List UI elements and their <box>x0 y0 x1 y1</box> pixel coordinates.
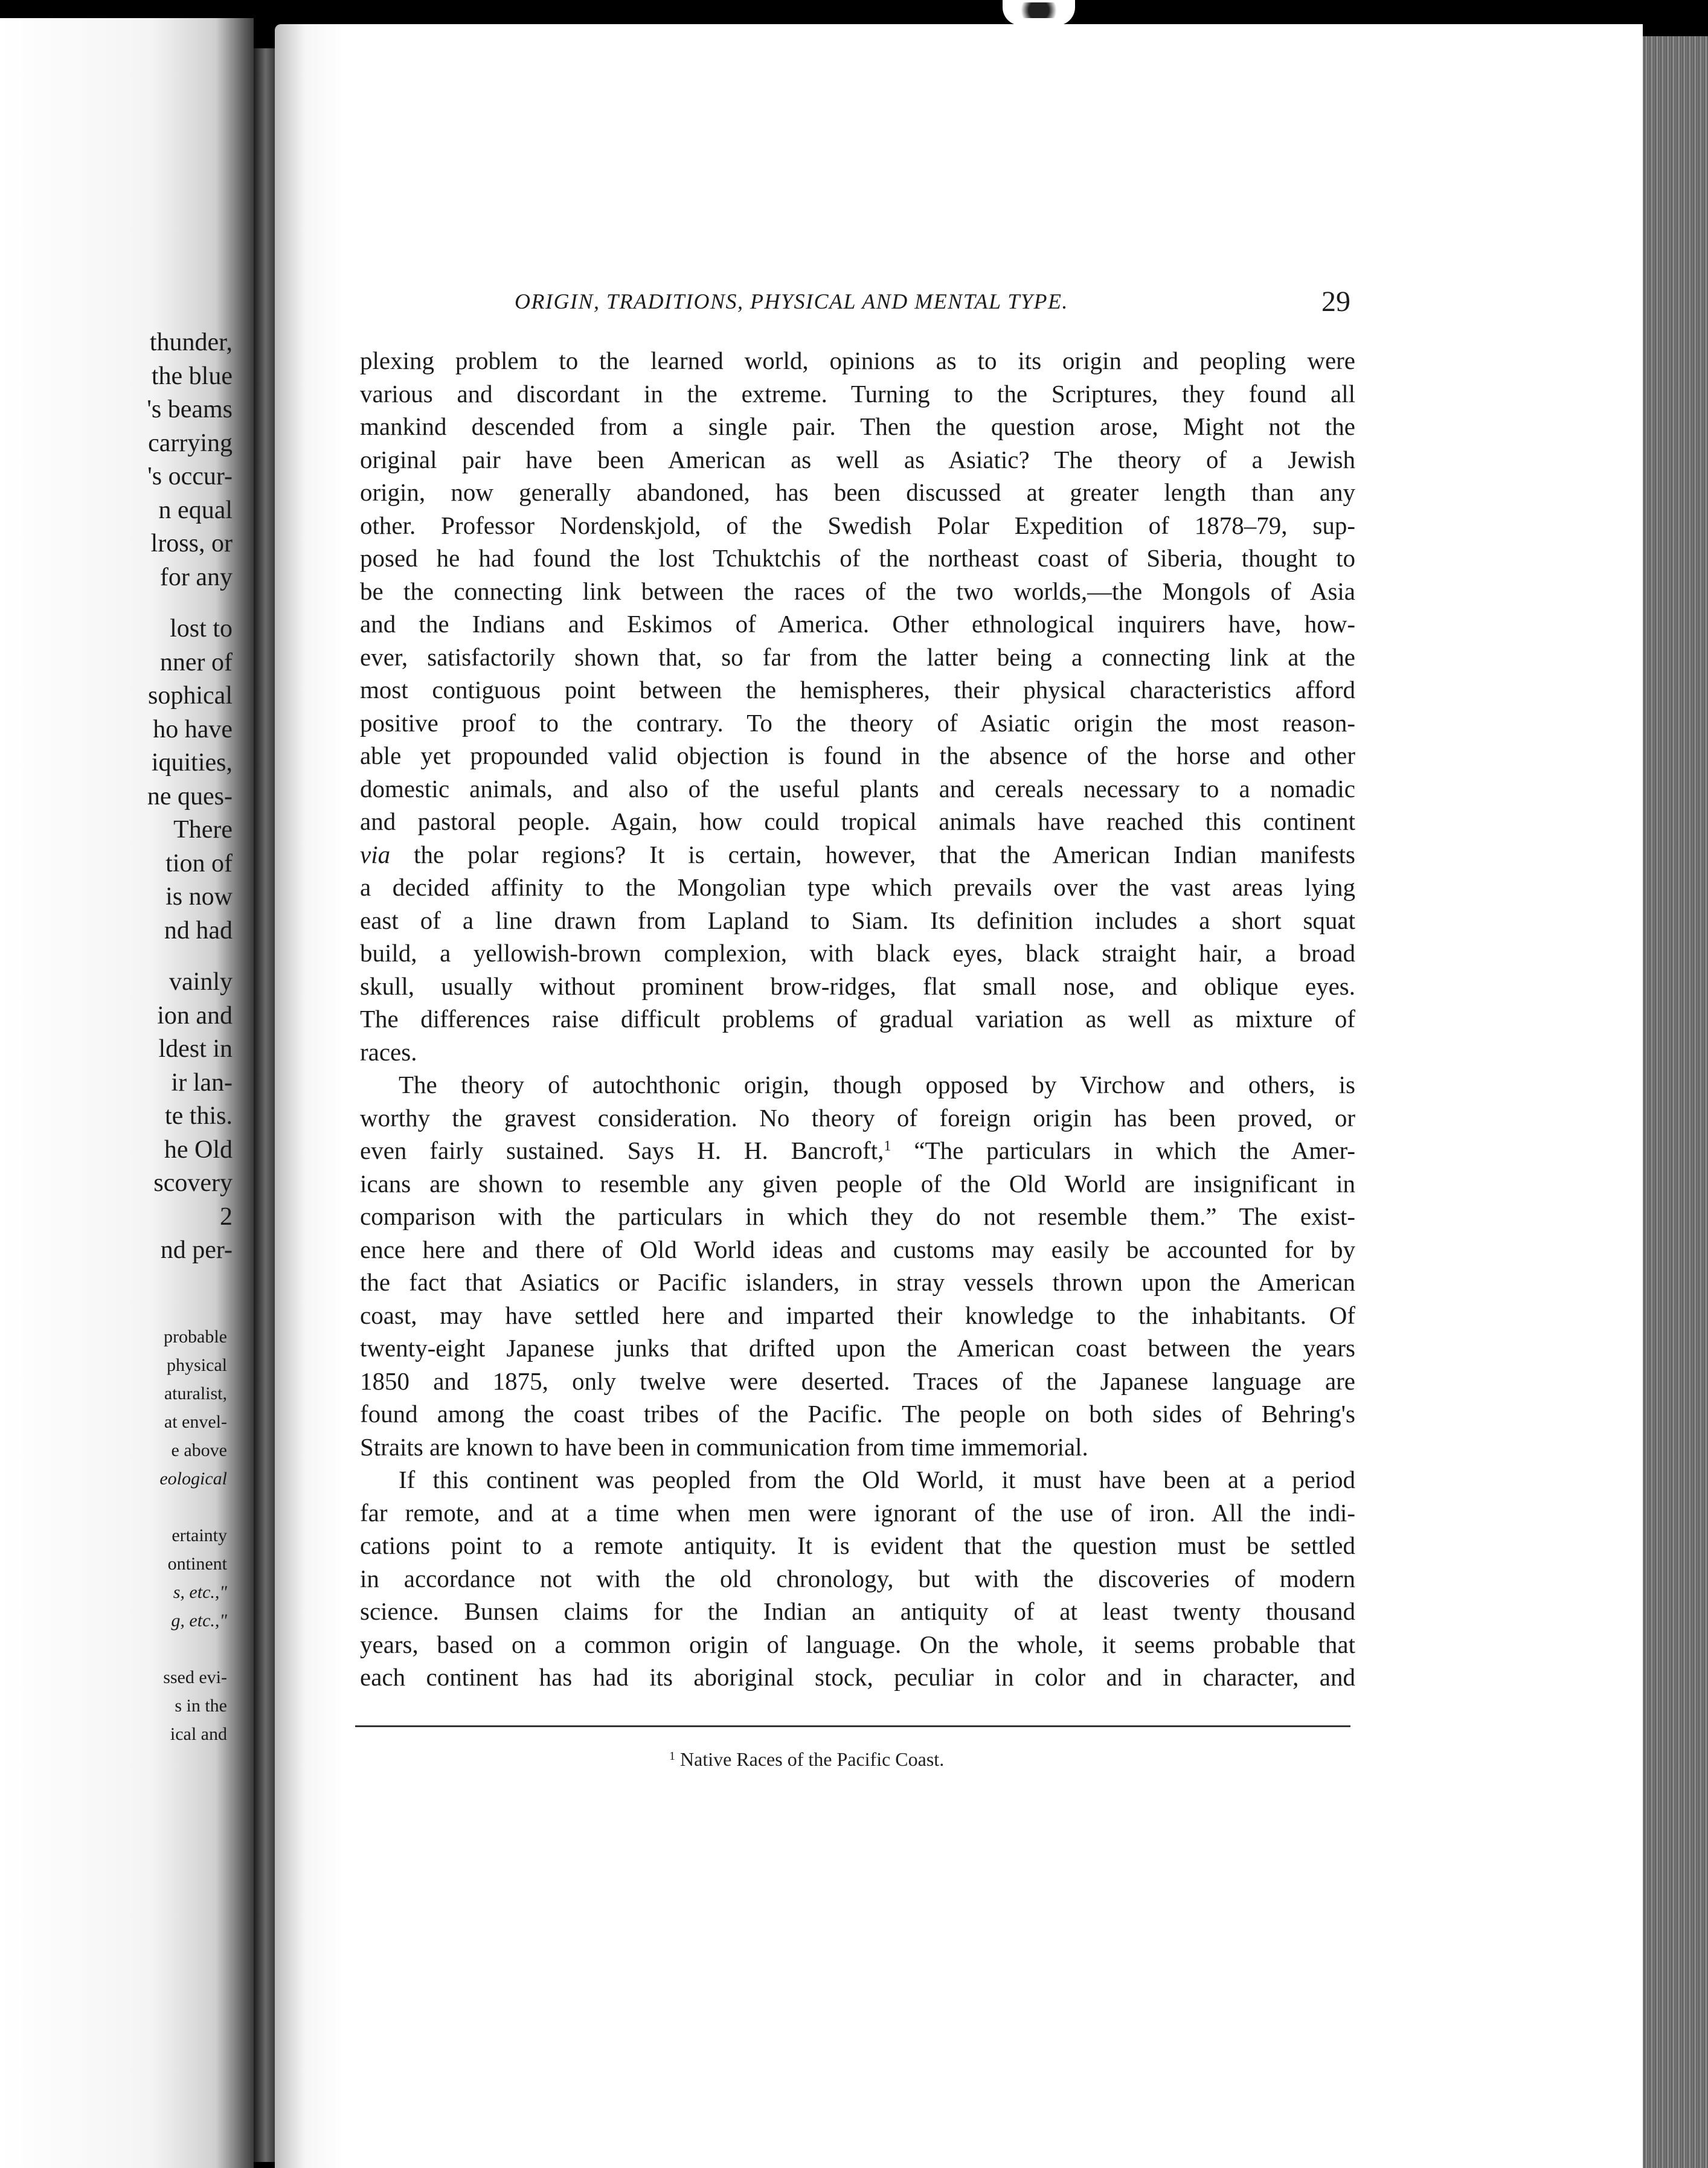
text-line: and the Indians and Eskimos of America. Other ethnological inquirers have, how- <box>360 610 1355 638</box>
text-line: races. <box>360 1037 417 1066</box>
text-line: The theory of autochthonic origin, though opposed by Virchow and others, is <box>399 1071 1355 1098</box>
text-line: build, a yellowish-brown complexion, with black eyes, black straight hair, a broad <box>360 939 1355 967</box>
text-line: ence here and there of Old World ideas and customs may easily be accounted for by <box>360 1235 1355 1263</box>
left-text-line <box>0 594 233 612</box>
left-footnote-line: aturalist, <box>164 1384 227 1403</box>
text-line: each continent has had its aboriginal stock, peculiar in color and in character, and <box>360 1663 1355 1691</box>
page-number: 29 <box>1321 286 1350 318</box>
text-line: mankind descended from a single pair. Then the question arose, Might not the <box>360 412 1355 440</box>
text-line: via the polar regions? It is certain, however, that the American Indian manifests <box>360 840 1355 868</box>
left-text-line: There <box>173 816 233 844</box>
text-line: other. Professor Nordenskjold, of the Swedish Polar Expedition of 1878–79, sup- <box>360 511 1355 539</box>
text-line: years, based on a common origin of language. On the whole, it seems probable that <box>360 1630 1355 1658</box>
footnote-text: Native Races of the Pacific Coast. <box>680 1748 945 1770</box>
left-text-line: te this. <box>165 1102 233 1130</box>
text-line: able yet propounded valid objection is found in the absence of the horse and other <box>360 742 1355 769</box>
left-footnote-line: ontinent <box>167 1554 227 1574</box>
left-text-line: ldest in <box>158 1035 233 1063</box>
left-footnote-line <box>0 1635 227 1663</box>
left-footnote-line: eological <box>159 1469 227 1489</box>
footnote-rule <box>355 1725 1350 1727</box>
text-line: plexing problem to the learned world, opinions as to its origin and peopling were <box>360 347 1355 374</box>
text-line: be the connecting link between the races of the two worlds,—the Mongols of Asia <box>360 577 1355 605</box>
left-text-line: he Old <box>164 1135 233 1164</box>
left-page-footnotes <box>0 1323 227 1748</box>
text-line: posed he had found the lost Tchuktchis of the northeast coast of Siberia, thought to <box>360 544 1355 572</box>
left-text-line: ir lan- <box>171 1068 233 1097</box>
left-text-line: n equal <box>158 496 233 524</box>
text-line: skull, usually without prominent brow-ridges, flat small nose, and oblique eyes. <box>360 972 1355 1000</box>
text-line: science. Bunsen claims for the Indian an antiquity of at least twenty thousand <box>360 1597 1355 1625</box>
text-line: comparison with the particulars in which they do not resemble them.” The exist- <box>360 1202 1355 1230</box>
left-text-line: ne ques- <box>147 782 233 810</box>
left-footnote-line: g, etc.," <box>171 1611 227 1631</box>
text-line: positive proof to the contrary. To the theory of Asiatic origin the most reason- <box>360 708 1355 737</box>
text-line: The differences raise difficult problems of gradual variation as well as mixture of <box>360 1005 1355 1033</box>
left-footnote-line <box>0 1493 227 1521</box>
left-text-line: iquities, <box>151 749 233 777</box>
text-line: cations point to a remote antiquity. It is evident that the question must be settled <box>360 1531 1355 1559</box>
left-text-line: for any <box>159 563 233 591</box>
book-gutter <box>254 48 278 2162</box>
left-footnote-line: ertainty <box>172 1525 227 1545</box>
left-text-line: 2 <box>220 1202 233 1231</box>
text-line: various and discordant in the extreme. Turning to the Scriptures, they found all <box>360 379 1355 408</box>
left-footnote-line: s in the <box>175 1696 227 1716</box>
text-line: most contiguous point between the hemispheres, their physical characteristics afford <box>360 676 1355 704</box>
text-line: Straits are known to have been in communication from time immemorial. <box>360 1432 1088 1461</box>
page-edges <box>1643 36 1708 2168</box>
text-line: far remote, and at a time when men were ignorant of the use of iron. All the indi- <box>360 1498 1355 1527</box>
footnote <box>669 1748 944 1771</box>
body-text <box>360 344 1355 1694</box>
running-head: ORIGIN, TRADITIONS, PHYSICAL AND MENTAL TYPE. <box>515 289 1068 313</box>
left-text-line: the blue <box>151 362 233 390</box>
left-text-line: ion and <box>157 1001 233 1030</box>
left-text-line: is now <box>165 883 233 911</box>
left-text-line: ho have <box>153 715 233 743</box>
left-text-line: 's beams <box>147 396 233 423</box>
left-footnote-line: at envel- <box>164 1412 227 1432</box>
binding-mark <box>1003 0 1075 25</box>
text-line: original pair have been American as well as Asiatic? The theory of a Jewish <box>360 445 1355 473</box>
left-text-line: nner of <box>159 648 233 676</box>
text-line: the fact that Asiatics or Pacific islanders, in stray vessels thrown upon the American <box>360 1268 1355 1296</box>
left-text-line: lost to <box>170 615 233 643</box>
left-footnote-line: probable <box>164 1327 227 1347</box>
left-text-line: 's occur- <box>147 463 233 490</box>
footnote-marker: 1 <box>669 1749 675 1763</box>
text-line: and pastoral people. Again, how could tropical animals have reached this continent <box>360 807 1355 835</box>
text-line: If this continent was peopled from the Old World, it must have been at a period <box>399 1466 1355 1493</box>
left-text-line: nd had <box>164 916 233 944</box>
left-text-line: tion of <box>165 849 233 877</box>
text-line: east of a line drawn from Lapland to Siam. Its definition includes a short squat <box>360 906 1355 934</box>
text-line: coast, may have settled here and imparted their knowledge to the inhabitants. Of <box>360 1301 1355 1329</box>
text-line: ever, satisfactorily shown that, so far from the latter being a connecting link at the <box>360 643 1355 671</box>
text-line: origin, now generally abandoned, has been discussed at greater length than any <box>360 478 1355 506</box>
left-facing-page <box>0 18 254 2168</box>
left-footnote-line: ssed evi- <box>163 1667 227 1687</box>
left-footnote-line: physical <box>167 1355 227 1375</box>
text-line: twenty-eight Japanese junks that drifted upon the American coast between the years <box>360 1334 1355 1362</box>
left-text-line: lross, or <box>150 530 233 557</box>
text-line: a decided affinity to the Mongolian type which prevails over the vast areas lying <box>360 873 1355 901</box>
left-text-line <box>0 948 233 966</box>
text-line: 1850 and 1875, only twelve were deserted. Traces of the Japanese language are <box>360 1367 1355 1395</box>
left-text-line: thunder, <box>149 329 233 356</box>
text-line: domestic animals, and also of the useful plants and cereals necessary to a nomadic <box>360 774 1355 803</box>
left-page-text <box>0 326 233 1268</box>
left-text-line: nd per- <box>160 1236 233 1264</box>
text-line: worthy the gravest consideration. No theory of foreign origin has been proved, or <box>360 1103 1355 1132</box>
left-footnote-line: s, etc.," <box>173 1582 227 1602</box>
left-text-line: scovery <box>153 1169 233 1197</box>
left-footnote-line: e above <box>171 1440 227 1460</box>
left-footnote-line: ical and <box>170 1724 227 1744</box>
left-text-line: carrying <box>148 429 233 457</box>
text-line: found among the coast tribes of the Pacific. The people on both sides of Behring's <box>360 1400 1355 1428</box>
text-line: icans are shown to resemble any given people of the Old World are insignificant in <box>360 1169 1355 1198</box>
left-text-line: vainly <box>169 968 233 996</box>
text-line: in accordance not with the old chronology, but with the discoveries of modern <box>360 1564 1355 1592</box>
text-line: even fairly sustained. Says H. H. Bancroft,$^1$ “The particulars in which the Amer- <box>360 1137 1355 1164</box>
left-text-line: sophical <box>148 682 233 710</box>
